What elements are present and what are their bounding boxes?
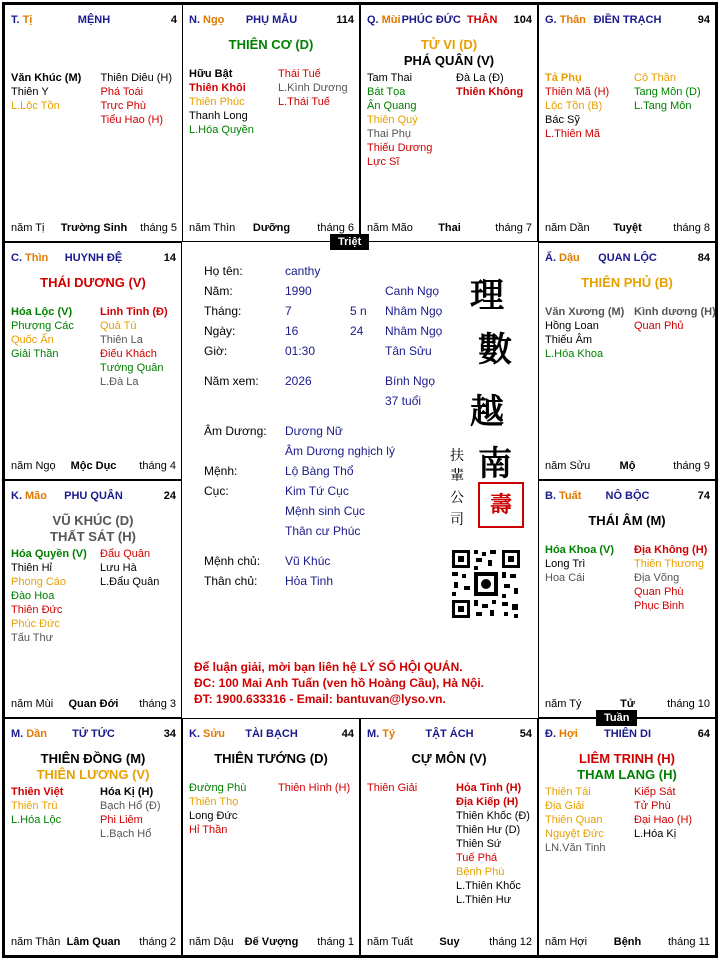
minor-star: L.Hóa Lộc (11, 814, 62, 826)
footer-year: năm Tý (545, 698, 582, 710)
cuc-value: Kim Tứ Cục (285, 484, 349, 498)
menh-value: Lộ Bàng Thổ (285, 464, 354, 478)
minor-star: Thanh Long (189, 110, 248, 122)
palace-name-text: MỆNH (77, 14, 111, 26)
minor-star: Tang Môn (D) (634, 86, 701, 98)
minor-star: Tam Thai (367, 72, 413, 84)
minor-star: Hữu Bật (189, 68, 233, 80)
minor-star: Thiên Diêu (H) (100, 72, 173, 84)
minor-star: Tướng Quân (100, 362, 164, 374)
minor-star: Ân Quang (367, 100, 417, 112)
thang-n: 5 n (350, 304, 367, 318)
minor-star: Thiên Hư (D) (456, 824, 521, 836)
life-stage: Suy (439, 936, 460, 948)
calligraphy-char-2: 數 (478, 330, 512, 370)
minor-star: L.Hóa Kị (634, 828, 677, 840)
minor-star: Đào Hoa (11, 590, 55, 602)
minor-star: Thiên La (100, 334, 143, 346)
palace-stem: M. (11, 728, 24, 740)
minor-star: L.Bạch Hổ (100, 828, 152, 840)
than-marker: THÂN (466, 14, 498, 26)
life-stage: Dưỡng (252, 222, 291, 234)
am-duong-value-2: Âm Dương nghịch lý (285, 444, 395, 458)
palace-age: 14 (163, 252, 176, 264)
thang-label: Tháng: (204, 304, 242, 318)
calligraphy-char-4: 南 (478, 444, 512, 484)
nam-can-chi: Canh Ngọ (385, 284, 440, 298)
calligraphy-small-1: 扶 (450, 448, 464, 464)
minor-star: Thiên Sứ (456, 838, 502, 850)
main-star: LIÊM TRINH (H) (578, 751, 676, 766)
palace-stem: Đ. (545, 728, 556, 740)
gio-can-chi: Tân Sửu (385, 344, 432, 358)
footer-month: tháng 7 (495, 222, 532, 234)
ngay-n: 24 (350, 324, 364, 338)
footer-month: tháng 4 (139, 460, 176, 472)
footer-year: năm Mùi (11, 698, 54, 710)
minor-star: L.Tang Môn (634, 100, 692, 112)
palace-name-text: QUAN LỘC (598, 252, 657, 264)
footer-year: năm Dần (545, 222, 590, 234)
palace-stem: Q. (367, 14, 379, 26)
minor-star: L.Thiên Mã (545, 128, 601, 140)
palace-branch: Hợi (559, 728, 578, 740)
main-star: CỰ MÔN (V) (411, 751, 487, 766)
palace-branch: Dần (26, 728, 48, 740)
palace-age: 104 (513, 14, 532, 26)
minor-star: Hỉ Thần (189, 824, 228, 836)
minor-star: Thiếu Dương (367, 142, 433, 154)
calligraphy-small-2: 輩 (450, 468, 464, 484)
minor-star: Thiên Quý (367, 114, 418, 126)
main-star: TỬ VI (D) (420, 37, 478, 52)
footer-month: tháng 12 (489, 936, 532, 948)
minor-star: L.Hóa Quyền (189, 124, 254, 136)
palace-stem: C. (11, 252, 22, 264)
palace-branch: Thân (559, 14, 586, 26)
than-chu-value: Hỏa Tinh (285, 574, 334, 588)
minor-star: Trực Phù (100, 100, 146, 112)
minor-star: Thiên Giải (367, 782, 418, 794)
footer-year: năm Dậu (189, 936, 234, 948)
minor-star: Thiếu Âm (545, 334, 593, 346)
life-stage: Mộc Dục (70, 460, 117, 472)
footer-month: tháng 5 (140, 222, 177, 234)
minor-star: Hoa Cái (545, 572, 585, 584)
main-star: THIÊN PHỦ (B) (581, 275, 673, 290)
am-duong-label: Âm Dương: (204, 424, 267, 438)
palace-age: 74 (697, 490, 710, 502)
palace-branch: Dậu (559, 252, 580, 264)
minor-star: Đại Hao (H) (634, 814, 693, 826)
palace-branch: Mùi (381, 14, 401, 26)
minor-star: Lực Sĩ (367, 156, 400, 168)
ho-ten-value: canthy (285, 264, 321, 278)
footer-year: năm Tuất (367, 936, 413, 948)
footer-month: tháng 1 (317, 936, 354, 948)
minor-star: Đà La (Đ) (456, 72, 504, 84)
minor-star: Tiểu Hao (H) (100, 114, 164, 126)
minor-star: Thiên Khôi (189, 82, 246, 94)
minor-star: Linh Tinh (Đ) (100, 306, 168, 318)
minor-star: L.Thiên Hư (456, 894, 512, 906)
minor-star: Kiếp Sát (634, 786, 676, 798)
life-stage: Bệnh (613, 936, 642, 948)
minor-star: Thiên Trù (11, 800, 58, 812)
life-stage: Tử (620, 698, 635, 710)
nam-label: Năm: (204, 284, 233, 298)
minor-star: Tả Phụ (545, 72, 582, 84)
minor-star: Hóa Kị (H) (100, 786, 154, 798)
footer-month: tháng 10 (667, 698, 710, 710)
life-stage: Đế Vượng (244, 936, 299, 948)
palace-age: 94 (697, 14, 710, 26)
footer-month: tháng 8 (673, 222, 710, 234)
footer-month: tháng 6 (317, 222, 354, 234)
minor-star: Phong Cáo (11, 576, 67, 588)
minor-star: Thái Tuế (278, 68, 321, 80)
minor-star: Phi Liêm (100, 814, 143, 826)
minor-star: Tuế Phá (456, 852, 498, 864)
minor-star: Quả Tú (100, 320, 137, 332)
minor-star: Phúc Đức (11, 618, 60, 630)
minor-star: Lưu Hà (100, 562, 137, 574)
minor-star: Giải Thần (11, 348, 59, 360)
minor-star: Thiên Mã (H) (545, 86, 610, 98)
minor-star: Địa Giải (545, 800, 585, 812)
minor-star: Quan Phù (634, 586, 684, 598)
minor-star: Nguyệt Đức (545, 828, 604, 840)
palace-name-text: THIÊN DI (603, 728, 652, 740)
minor-star: Quan Phủ (634, 320, 684, 332)
life-stage: Lâm Quan (66, 936, 121, 948)
minor-star: Văn Xương (M) (545, 306, 625, 318)
minor-star: Địa Không (H) (634, 544, 708, 556)
palace-age: 84 (697, 252, 710, 264)
red-seal: 壽 (478, 482, 524, 528)
ngay-label: Ngày: (204, 324, 236, 338)
palace-age: 44 (341, 728, 354, 740)
palace-name-text: TÀI BẠCH (245, 728, 298, 740)
footer-year: năm Ngọ (11, 460, 56, 472)
footer-year: năm Mão (367, 222, 413, 234)
palace-stem: N. (189, 14, 200, 26)
footer-month: tháng 11 (667, 936, 710, 948)
minor-star: Quốc Ấn (11, 334, 54, 346)
minor-star: Cô Thần (634, 72, 676, 84)
minor-star: L.Thiên Khốc (456, 880, 521, 892)
footer-month: tháng 9 (673, 460, 710, 472)
minor-star: Tấu Thư (11, 632, 54, 644)
menh-label: Mệnh: (204, 464, 238, 478)
menh-chu-value: Vũ Khúc (285, 554, 331, 568)
nam-value: 1990 (285, 284, 312, 298)
minor-star: Địa Kiếp (H) (456, 796, 519, 808)
minor-star: L.Hóa Khoa (545, 348, 604, 360)
minor-star: L.Đẩu Quân (100, 576, 160, 588)
minor-star: Địa Võng (634, 572, 680, 584)
footer-month: tháng 2 (139, 936, 176, 948)
palace-age: 114 (336, 14, 354, 26)
minor-star: Long Đức (189, 810, 238, 822)
main-star: THIÊN ĐỒNG (M) (40, 751, 146, 766)
cuc-value-3: Thân cư Phúc (285, 524, 361, 538)
footer-year: năm Tị (11, 222, 45, 234)
main-star: PHÁ QUÂN (V) (403, 53, 495, 68)
thang-can-chi: Nhâm Ngọ (385, 304, 443, 318)
palace-stem: B. (545, 490, 556, 502)
palace-age: 34 (163, 728, 176, 740)
palace-name-text: PHỤ MẪU (245, 14, 298, 26)
main-star: THIÊN CƠ (D) (228, 37, 314, 52)
tuan-tag: Tuần (596, 710, 637, 726)
nam-xem-can-chi: Bính Ngọ (385, 374, 436, 388)
ngay-can-chi: Nhâm Ngọ (385, 324, 443, 338)
palace-branch: Thìn (25, 252, 49, 264)
palace-age: 24 (163, 490, 176, 502)
gio-value: 01:30 (285, 344, 316, 358)
minor-star: Long Trì (545, 558, 586, 570)
thang-value: 7 (285, 304, 292, 318)
minor-star: Phượng Các (11, 320, 74, 332)
minor-star: Thiên Tài (545, 786, 591, 798)
calligraphy-small-4: 司 (450, 512, 464, 528)
minor-star: Bát Tọa (367, 86, 406, 98)
minor-star: Phá Toái (100, 86, 144, 98)
minor-star: Tử Phù (634, 800, 671, 812)
palace-age: 4 (170, 14, 177, 26)
cuc-label: Cục: (204, 484, 229, 498)
minor-star: L.Đà La (100, 376, 139, 388)
minor-star: Thiên Đức (11, 604, 63, 616)
minor-star: Thiên Quan (545, 814, 603, 826)
palace-name-text: TẬT ÁCH (425, 728, 474, 740)
palace-name-text: ĐIỀN TRẠCH (593, 14, 662, 26)
palace-stem: T. (11, 14, 20, 26)
am-duong-value: Dương Nữ (285, 424, 343, 438)
minor-star: Bạch Hổ (Đ) (100, 800, 161, 812)
main-star: THAM LANG (H) (577, 767, 677, 782)
gio-label: Giờ: (204, 344, 228, 358)
palace-branch: Ngọ (203, 14, 225, 26)
minor-star: Hóa Quyền (V) (11, 548, 87, 560)
palace-stem: G. (545, 14, 557, 26)
life-stage: Trường Sinh (60, 222, 128, 234)
ngay-value: 16 (285, 324, 299, 338)
nam-xem-value: 2026 (285, 374, 312, 388)
footer-year: năm Thìn (189, 222, 236, 234)
main-star: VŨ KHÚC (D) (52, 513, 134, 528)
minor-star: Thiên Phúc (189, 96, 245, 108)
footer-year: năm Hợi (545, 936, 588, 948)
main-star: THẤT SÁT (H) (50, 529, 136, 544)
minor-star: Thiên Hình (H) (278, 782, 351, 794)
palace-age: 54 (519, 728, 532, 740)
minor-star: Thiên Khốc (Đ) (456, 810, 530, 822)
palace-branch: Tị (22, 14, 33, 26)
main-star: THIÊN LƯƠNG (V) (36, 767, 150, 782)
palace-name-text: NÔ BỘC (605, 490, 650, 502)
main-star: THÁI DƯƠNG (V) (40, 275, 146, 290)
minor-star: Văn Khúc (M) (11, 72, 82, 84)
palace-stem: Ấ. (545, 252, 556, 264)
palace-age: 64 (697, 728, 710, 740)
qr-code (450, 548, 522, 620)
main-star: THÁI ÂM (M) (588, 513, 666, 528)
minor-star: Thiên Y (11, 86, 49, 98)
palace-branch: Sửu (203, 728, 226, 740)
minor-star: Hồng Loan (545, 320, 599, 332)
minor-star: LN.Văn Tinh (545, 842, 606, 854)
life-stage: Mộ (619, 460, 636, 472)
minor-star: Thiên Việt (11, 786, 64, 798)
menh-chu-label: Mệnh chủ: (204, 554, 261, 568)
life-stage: Thai (438, 222, 461, 234)
ho-ten-label: Họ tên: (204, 264, 243, 278)
palace-stem: M. (367, 728, 380, 740)
minor-star: L.Kình Dương (278, 82, 348, 94)
calligraphy-char-3: 越 (470, 392, 504, 432)
palace-branch: Tuất (559, 490, 582, 502)
minor-star: Đẩu Quân (100, 548, 151, 560)
contact-line-1: Để luận giải, mời bạn liên hệ LÝ SỐ HỘI QUÁN. (194, 660, 463, 674)
palace-branch: Tý (382, 728, 396, 740)
minor-star: Kình dương (H) (634, 306, 716, 318)
life-stage: Quan Đới (68, 698, 119, 710)
minor-star: Hóa Khoa (V) (545, 544, 615, 556)
calligraphy-small-3: 公 (450, 490, 464, 506)
footer-month: tháng 3 (139, 698, 176, 710)
triet-tag: Triệt (330, 234, 369, 250)
minor-star: Phục Binh (634, 600, 685, 612)
calligraphy-char-1: 理 (470, 276, 504, 316)
palace-stem: K. (11, 490, 22, 502)
contact-line-2: ĐC: 100 Mai Anh Tuấn (ven hồ Hoàng Cầu), Hà Nội. (194, 676, 485, 690)
minor-star: Bệnh Phù (456, 866, 505, 878)
minor-star: Hóa Lộc (V) (11, 306, 73, 318)
minor-star: Thiên Hỉ (11, 562, 52, 574)
minor-star: Bác Sỹ (545, 114, 580, 126)
palace-name-text: PHÚC ĐỨC (401, 14, 461, 26)
minor-star: Thai Phụ (367, 128, 412, 140)
nam-xem-label: Năm xem: (204, 374, 259, 388)
footer-year: năm Sửu (545, 460, 591, 472)
minor-star: Đường Phù (189, 782, 247, 794)
minor-star: Điếu Khách (100, 348, 157, 360)
minor-star: Thiên Không (456, 86, 524, 98)
main-star: THIÊN TƯỚNG (D) (214, 751, 328, 766)
minor-star: L.Thái Tuế (278, 96, 330, 108)
minor-star: Thiên Thương (634, 558, 705, 570)
minor-star: Hỏa Tinh (H) (456, 782, 522, 794)
tuoi-value: 37 tuổi (385, 394, 422, 408)
minor-star: Lộc Tồn (B) (545, 100, 603, 112)
life-stage: Tuyệt (613, 222, 642, 234)
minor-star: L.Lộc Tồn (11, 100, 60, 112)
minor-star: Thiên Thọ (189, 796, 239, 808)
than-chu-label: Thân chủ: (204, 574, 258, 588)
contact-line-3: ĐT: 1900.633316 - Email: bantuvan@lyso.vn. (194, 692, 446, 706)
footer-year: năm Thân (11, 936, 61, 948)
cuc-value-2: Mệnh sinh Cục (285, 504, 366, 518)
palace-name-text: PHU QUÂN (64, 490, 123, 502)
palace-stem: K. (189, 728, 200, 740)
palace-name-text: TỬ TỨC (72, 728, 115, 740)
palace-branch: Mão (25, 490, 47, 502)
palace-name-text: HUYNH ĐỆ (64, 252, 123, 264)
